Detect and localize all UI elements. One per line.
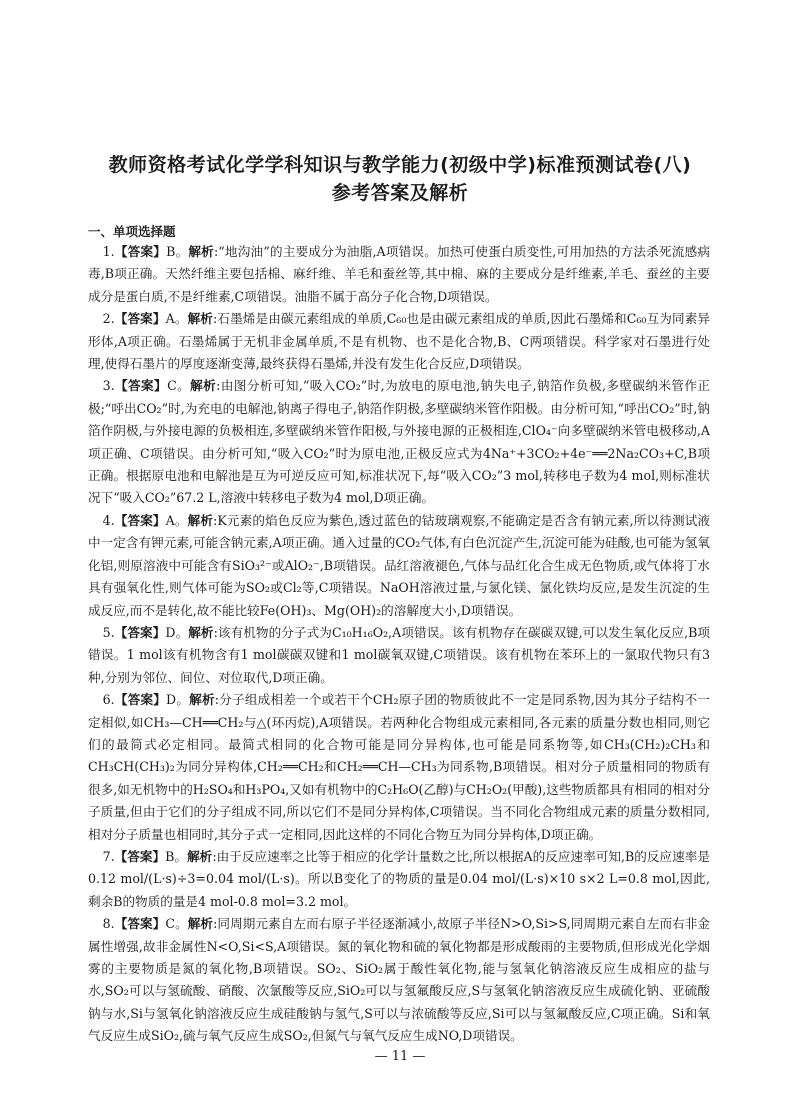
answer-item-7: 7.【答案】B。解析:由于反应速率之比等于相应的化学计量数之比,所以根据A的反应速率可知,B的反应速率是0.12 mol/(L·s)÷3=0.04 mol/(L·s)。所以B变化了的物质的量是0.04 mol/(L·s)×10 s×2 L=0.8 mol,因此,剩余B的物质的量是4 mol-0.8 mol=3.2 mol。 bbox=[88, 848, 711, 909]
exam-title: 教师资格考试化学学科知识与教学能力(初级中学)标准预测试卷(八) bbox=[108, 154, 692, 176]
answer-item-4: 4.【答案】A。解析:K元素的焰色反应为紫色,透过蓝色的钴玻璃观察,不能确定是否含有钠元素,所以待测试液中一定含有钾元素,可能含钠元素,A项正确。通入过量的CO₂气体,有白色沉淀产生,沉淀可能为硅酸,也可能为氢氧化铝,则原溶液中可能含有SiO₃²⁻或AlO₂⁻,B项错误。品红溶液褪色,气体与品红化合生成无色物质,或气体将丁水具有强氧化性,则气体可能为SO₂或Cl₂等,C项错误。NaOH溶液过量,与氯化镁、氯化铁均反应,是发生沉淀的生成反应,而不是转化,故不能比较Fe(OH)₃、Mg(OH)₂的溶解度大小,D项错误。 bbox=[88, 512, 711, 618]
answer-item-3: 3.【答案】C。解析:由图分析可知,“吸入CO₂”时,为放电的原电池,钠失电子,钠箔作负极,多壁碳纳米管作正极;“呼出CO₂”时,为充电的电解池,钠离子得电子,钠箔作阴极,多壁碳纳米管作阳极。由分析可知,“呼出CO₂”时,钠箔作阴极,与外接电源的负极相连,多壁碳纳米管作阳极,与外接电源的正极相连,ClO₄⁻向多壁碳纳米管电极移动,A项正确、C项错误。由分析可知,“吸入CO₂”时为原电池,正极反应式为4Na⁺+3CO₂+4e⁻══2Na₂CO₃+C,B项正确。根据原电池和电解池是互为可逆反应可知,标准状况下,每“吸入CO₂”3 mol,转移电子数为4 mol,则标准状况下“吸入CO₂”67.2 L,溶液中转移电子数为4 mol,D项正确。 bbox=[88, 378, 711, 506]
answer-list bbox=[88, 241, 710, 1048]
answer-item-1: 1.【答案】B。解析:“地沟油”的主要成分为油脂,A项错误。加热可使蛋白质变性,可用加热的方法杀死流感病毒,B项正确。天然纤维主要包括棉、麻纤维、羊毛和蚕丝等,其中棉、麻的主要成分是纤维素,羊毛、蚕丝的主要成分是蛋白质,不是纤维素,C项错误。油脂不属于高分子化合物,D项错误。 bbox=[88, 244, 711, 304]
answer-item-2: 2.【答案】A。解析:石墨烯是由碳元素组成的单质,C₆₀也是由碳元素组成的单质,因此石墨烯和C₆₀互为同素异形体,A项正确。石墨烯属于无机非金属单质,不是有机物、也不是化合物,B、C两项错误。科学家对石墨进行处理,使得石墨片的厚度逐渐变薄,最终获得石墨烯,并没有发生化合反应,D项错误。 bbox=[88, 311, 711, 372]
page-number: — 11 — bbox=[374, 1049, 426, 1064]
answer-item-8: 8.【答案】C。解析:同周期元素自左而右原子半径逐渐减小,故原子半径N>O,Si>S,同周期元素自左而右非金属性增强,故非金属性N<O,Si<S,A项错误。氮的氧化物和硫的氧化物都是形成酸雨的主要物质,但形成光化学烟雾的主要物质是氮的氧化物,B项错误。SO₂、SiO₂属于酸性氧化物,能与氢氧化钠溶液反应生成相应的盐与水,SO₂可以与氢硫酸、硝酸、次氯酸等反应,SiO₂可以与氢氟酸反应,S与氢氧化钠溶液反应生成硫化钠、亚硫酸钠与水,Si与氢氧化钠溶液反应生成硅酸钠与氢气,S可以与浓硫酸等反应,Si可以与氢氟酸反应,C项正确。Si和氧气反应生成SiO₂,硫与氧气反应生成SO₂,但氮气与氧气反应生成NO,D项错误。 bbox=[88, 916, 711, 1044]
answer-item-6: 6.【答案】D。解析:分子组成相差一个或若干个CH₂原子团的物质彼此不一定是同系物,因为其分子结构不一定相似,如CH₃—CH══CH₂与△(环丙烷),A项错误。若两种化合物组成元素相同,各元素的质量分数也相同,则它们的最简式必定相同。最简式相同的化合物可能是同分异构体,也可能是同系物等,如CH₃(CH₂)₂CH₃和CH₃CH(CH₃)₂为同分异构体,CH₂══CH₂和CH₂══CH—CH₃为同系物,B项错误。相对分子质量相同的物质有很多,如无机物中的H₂SO₄和H₃PO₄,又如有机物中的C₂H₆O(乙醇)与CH₂O₂(甲酸),这些物质都具有相同的相对分子质量,但由于它们的分子组成不同,所以它们不是同分异构体,C项错误。当不同化合物组成元素的质量分数相同,相对分子质量也相同时,其分子式一定相同,因此这样的不同化合物互为同分异构体,D项正确。 bbox=[88, 692, 711, 842]
answer-item-5: 5.【答案】D。解析:该有机物的分子式为C₁₀H₁₆O₂,A项错误。该有机物存在碳碳双键,可以发生氧化反应,B项错误。1 mol该有机物含有1 mol碳碳双键和1 mol碳氧双键,C项错误。该有机物在苯环上的一氯取代物只有3种,分别为邻位、间位、对位取代,D项正确。 bbox=[88, 624, 711, 685]
section-heading: 一、单项选择题 bbox=[88, 224, 176, 239]
answer-subtitle: 参考答案及解析 bbox=[331, 182, 469, 204]
